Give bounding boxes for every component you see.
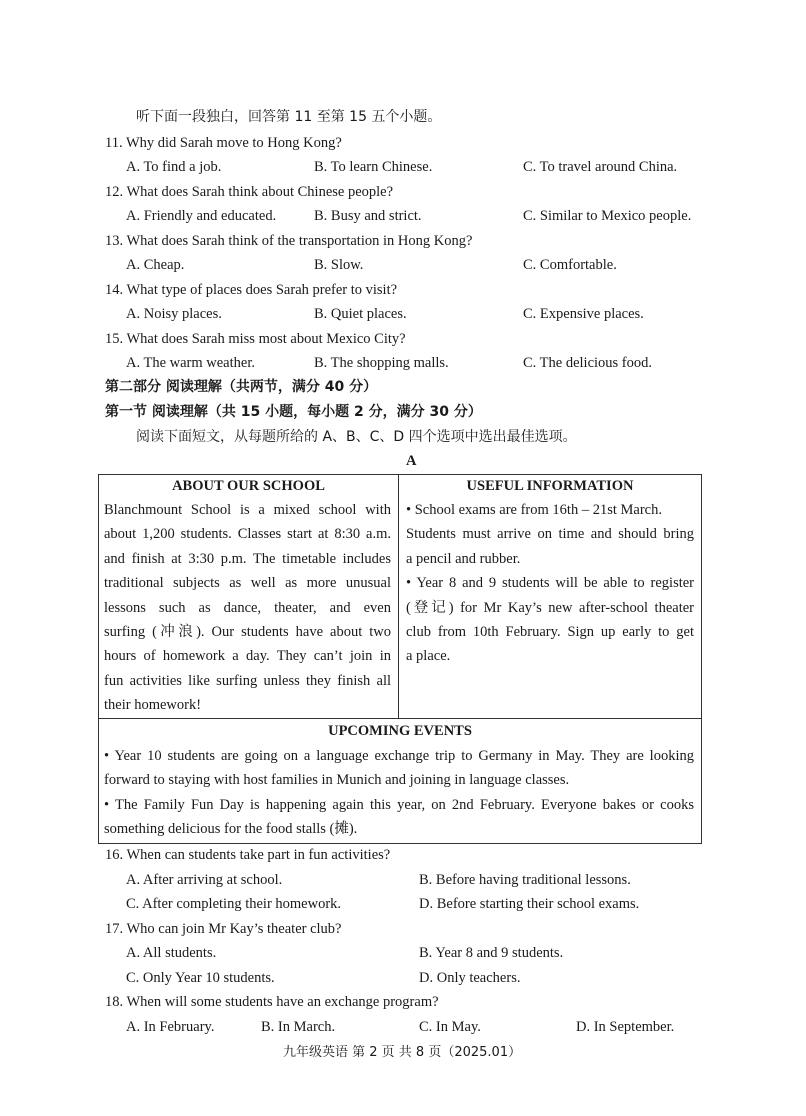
- text-line: something delicious for the food stalls (摊).: [104, 821, 358, 838]
- text-line: surfing (冲浪). Our students have about two: [104, 624, 391, 641]
- upcoming-events-title: UPCOMING EVENTS: [328, 723, 472, 739]
- option-d: D. Only teachers.: [419, 970, 521, 986]
- question-stem: 16. When can students take part in fun activities?: [105, 847, 391, 863]
- text-line: • Year 10 students are going on a language exchange trip to Germany in May. They are looking: [104, 748, 694, 764]
- option-c: C. To travel around China.: [523, 159, 678, 175]
- option-a: A. To find a job.: [126, 159, 222, 175]
- question-stem: 12. What does Sarah think about Chinese people?: [105, 184, 394, 200]
- useful-info-text: [406, 498, 694, 669]
- question-stem: 15. What does Sarah miss most about Mexico City?: [105, 331, 406, 347]
- text-line: lessons such as dance, theater, and even: [104, 599, 391, 616]
- text-line: (登记) for Mr Kay’s new after-school theater: [406, 599, 694, 616]
- about-school-text: [104, 498, 391, 718]
- text-line: fun activities like surfing unless they finish all: [104, 672, 391, 689]
- text-line: and finish at 3:30 p.m. The timetable includes: [104, 550, 391, 567]
- about-school-title: ABOUT OUR SCHOOL: [172, 478, 325, 494]
- option-c: C. After completing their homework.: [126, 896, 342, 912]
- option-a: A. Friendly and educated.: [126, 208, 277, 224]
- option-a: A. All students.: [126, 945, 217, 961]
- option-c: C. Similar to Mexico people.: [523, 208, 692, 224]
- option-b: B. Year 8 and 9 students.: [419, 945, 564, 961]
- part2-heading: 第二部分 阅读理解（共两节，满分 40 分）: [105, 379, 378, 395]
- passage-label: A: [406, 453, 417, 469]
- text-line: Blanchmount School is a mixed school with: [104, 502, 391, 518]
- option-c: C. Expensive places.: [523, 306, 644, 322]
- text-line: • The Family Fun Day is happening again this year, on 2nd February. Everyone bakes or cooks: [104, 796, 694, 813]
- text-line: Students must arrive on time and should bring: [406, 526, 694, 543]
- reading-instructions: 阅读下面短文，从每题所给的 A、B、C、D 四个选项中选出最佳选项。: [136, 429, 577, 445]
- text-line: traditional subjects as well as more unusual: [104, 575, 391, 592]
- option-b: B. Before having traditional lessons.: [419, 872, 631, 888]
- column-divider: [398, 474, 399, 719]
- text-line: hours of homework a day. They can’t join in: [104, 648, 391, 665]
- text-line: • School exams are from 16th – 21st March.: [406, 502, 662, 518]
- upcoming-events-text: [104, 744, 694, 842]
- option-b: B. To learn Chinese.: [314, 159, 433, 175]
- section1-heading: 第一节 阅读理解（共 15 小题，每小题 2 分，满分 30 分）: [105, 404, 482, 420]
- text-line: club from 10th February. Sign up early to get: [406, 624, 694, 641]
- useful-info-title: USEFUL INFORMATION: [466, 478, 634, 494]
- option-c: C. The delicious food.: [523, 355, 653, 371]
- option-b: B. In March.: [261, 1019, 336, 1035]
- question-stem: 11. Why did Sarah move to Hong Kong?: [105, 135, 342, 151]
- option-b: B. Busy and strict.: [314, 208, 422, 224]
- option-d: D. In September.: [576, 1019, 675, 1035]
- option-b: B. Quiet places.: [314, 306, 407, 322]
- option-a: A. The warm weather.: [126, 355, 255, 371]
- text-line: forward to staying with host families in Munich and joining in language classes.: [104, 772, 570, 789]
- text-line: their homework!: [104, 697, 202, 714]
- text-line: about 1,200 students. Classes start at 8:30 a.m.: [104, 526, 391, 543]
- option-c: C. Only Year 10 students.: [126, 970, 275, 986]
- row-divider: [98, 718, 702, 719]
- option-c: C. Comfortable.: [523, 257, 617, 273]
- page-footer: 九年级英语 第 2 页 共 8 页（2025.01）: [283, 1045, 522, 1060]
- option-a: A. After arriving at school.: [126, 872, 283, 888]
- option-d: D. Before starting their school exams.: [419, 896, 640, 912]
- question-stem: 18. When will some students have an exchange program?: [105, 994, 439, 1010]
- text-line: • Year 8 and 9 students will be able to register: [406, 575, 694, 592]
- text-line: a place.: [406, 648, 451, 665]
- option-a: A. Cheap.: [126, 257, 185, 273]
- question-stem: 14. What type of places does Sarah prefer to visit?: [105, 282, 398, 298]
- option-a: A. Noisy places.: [126, 306, 222, 322]
- question-stem: 13. What does Sarah think of the transportation in Hong Kong?: [105, 233, 473, 249]
- option-c: C. In May.: [419, 1019, 481, 1035]
- option-a: A. In February.: [126, 1019, 215, 1035]
- option-b: B. The shopping malls.: [314, 355, 449, 371]
- question-stem: 17. Who can join Mr Kay’s theater club?: [105, 921, 342, 937]
- option-b: B. Slow.: [314, 257, 364, 273]
- text-line: a pencil and rubber.: [406, 550, 521, 567]
- listening-instructions: 听下面一段独白，回答第 11 至第 15 五个小题。: [136, 109, 442, 125]
